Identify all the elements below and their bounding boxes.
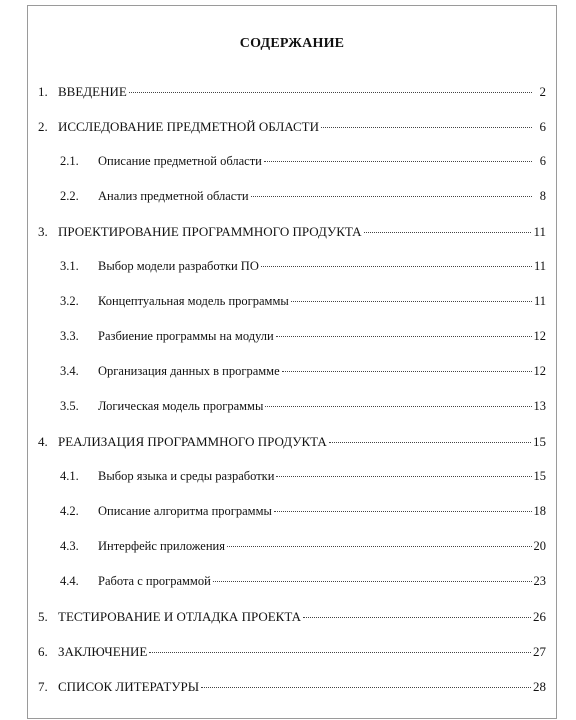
- toc-entry[interactable]: [38, 84, 546, 104]
- toc-entry-number: 4.4.: [60, 574, 79, 588]
- dot-leader: [274, 510, 532, 512]
- toc-entry-title: ТЕСТИРОВАНИЕ И ОТЛАДКА ПРОЕКТА: [58, 609, 302, 624]
- toc-entry-page: 11: [533, 259, 546, 273]
- toc-entry-title: Описание предметной области: [98, 154, 262, 168]
- toc-entry-page: 15: [533, 434, 546, 449]
- toc-entry-title: СПИСОК ЛИТЕРАТУРЫ: [58, 679, 200, 694]
- toc-entry-number: 7.: [38, 679, 48, 694]
- toc-entry-page: 26: [533, 609, 546, 624]
- toc-entry[interactable]: [60, 504, 546, 524]
- toc-entry-page: 2: [539, 84, 546, 99]
- toc-entry-title: Работа с программой: [98, 574, 211, 588]
- toc-entry-title: Логическая модель программы: [98, 399, 264, 413]
- toc-entry-number: 2.1.: [60, 154, 79, 168]
- toc-entry-number: 3.4.: [60, 364, 79, 378]
- toc-entry[interactable]: [38, 434, 546, 454]
- toc-entry-title: ИССЛЕДОВАНИЕ ПРЕДМЕТНОЙ ОБЛАСТИ: [58, 119, 319, 134]
- toc-entry[interactable]: [60, 154, 546, 174]
- toc-entry-number: 4.1.: [60, 469, 79, 483]
- toc-entry-page: 6: [539, 119, 546, 134]
- toc-entry-number: 2.: [38, 119, 48, 134]
- dot-leader: [265, 405, 531, 407]
- dot-leader: [364, 231, 532, 233]
- dot-leader: [264, 160, 532, 162]
- toc-entry-number: 4.: [38, 434, 48, 449]
- toc-entry-number: 4.3.: [60, 539, 79, 553]
- dot-leader: [129, 91, 532, 93]
- toc-entry[interactable]: [60, 399, 546, 419]
- toc-entry-page: 11: [533, 224, 546, 239]
- dot-leader: [261, 265, 532, 267]
- dot-leader: [291, 300, 532, 302]
- toc-entry-number: 3.: [38, 224, 48, 239]
- toc-entry-page: 28: [533, 679, 546, 694]
- dot-leader: [201, 686, 531, 688]
- toc-entry-title: Разбиение программы на модули: [98, 329, 274, 343]
- toc-entry[interactable]: [60, 539, 546, 559]
- toc-entry-page: 27: [533, 644, 546, 659]
- toc-entry-title: Концептуальная модель программы: [98, 294, 289, 308]
- page-title: СОДЕРЖАНИЕ: [239, 36, 345, 51]
- toc-entry-page: 6: [539, 154, 546, 168]
- toc-entry[interactable]: [38, 609, 546, 629]
- toc-entry-page: 11: [533, 294, 546, 308]
- dot-leader: [227, 545, 532, 547]
- dot-leader: [149, 651, 531, 653]
- toc-entry[interactable]: [60, 259, 546, 279]
- dot-leader: [321, 126, 532, 128]
- toc-entry-page: 23: [533, 574, 546, 588]
- toc-entry-page: 18: [533, 504, 546, 518]
- toc-entry-title: РЕАЛИЗАЦИЯ ПРОГРАММНОГО ПРОДУКТА: [58, 434, 327, 449]
- toc-entry-number: 3.3.: [60, 329, 79, 343]
- toc-entry[interactable]: [60, 189, 546, 209]
- toc-entry[interactable]: [60, 574, 546, 594]
- toc-entry[interactable]: [60, 294, 546, 314]
- toc-entry-number: 3.1.: [60, 259, 79, 273]
- toc-entry[interactable]: [60, 364, 546, 384]
- toc-entry-page: 8: [539, 189, 546, 203]
- toc-entry[interactable]: [38, 679, 546, 699]
- toc-entry[interactable]: [60, 329, 546, 349]
- toc-entry-number: 6.: [38, 644, 48, 659]
- toc-entry-number: 1.: [38, 84, 48, 99]
- toc-entry-title: Выбор модели разработки ПО: [98, 259, 259, 273]
- dot-leader: [282, 370, 532, 372]
- toc-entry-title: ЗАКЛЮЧЕНИЕ: [58, 644, 148, 659]
- dot-leader: [303, 616, 531, 618]
- toc-entry-page: 12: [533, 364, 546, 378]
- toc-entry-number: 4.2.: [60, 504, 79, 518]
- toc-entry-page: 12: [533, 329, 546, 343]
- toc-entry-number: 3.2.: [60, 294, 79, 308]
- toc-entry-page: 20: [533, 539, 546, 553]
- toc-entry[interactable]: [38, 644, 546, 664]
- dot-leader: [276, 335, 532, 337]
- dot-leader: [276, 475, 531, 477]
- toc-entry-title: Описание алгоритма программы: [98, 504, 272, 518]
- toc-entry-title: ВВЕДЕНИЕ: [58, 84, 127, 99]
- document-page: [27, 5, 557, 719]
- toc-entry-number: 3.5.: [60, 399, 79, 413]
- toc-entry-title: Организация данных в программе: [98, 364, 280, 378]
- toc-entry-title: ПРОЕКТИРОВАНИЕ ПРОГРАММНОГО ПРОДУКТА: [58, 224, 362, 239]
- dot-leader: [329, 441, 531, 443]
- toc-entry-number: 2.2.: [60, 189, 79, 203]
- toc-entry-title: Выбор языка и среды разработки: [98, 469, 275, 483]
- toc-entry-page: 15: [533, 469, 546, 483]
- dot-leader: [213, 580, 532, 582]
- toc-entry-title: Интерфейс приложения: [98, 539, 225, 553]
- toc-entry-number: 5.: [38, 609, 48, 624]
- toc-entry[interactable]: [38, 224, 546, 244]
- toc-entry-page: 13: [533, 399, 546, 413]
- toc-entry[interactable]: [38, 119, 546, 139]
- toc-entry-title: Анализ предметной области: [98, 189, 249, 203]
- dot-leader: [251, 195, 532, 197]
- toc-entry[interactable]: [60, 469, 546, 489]
